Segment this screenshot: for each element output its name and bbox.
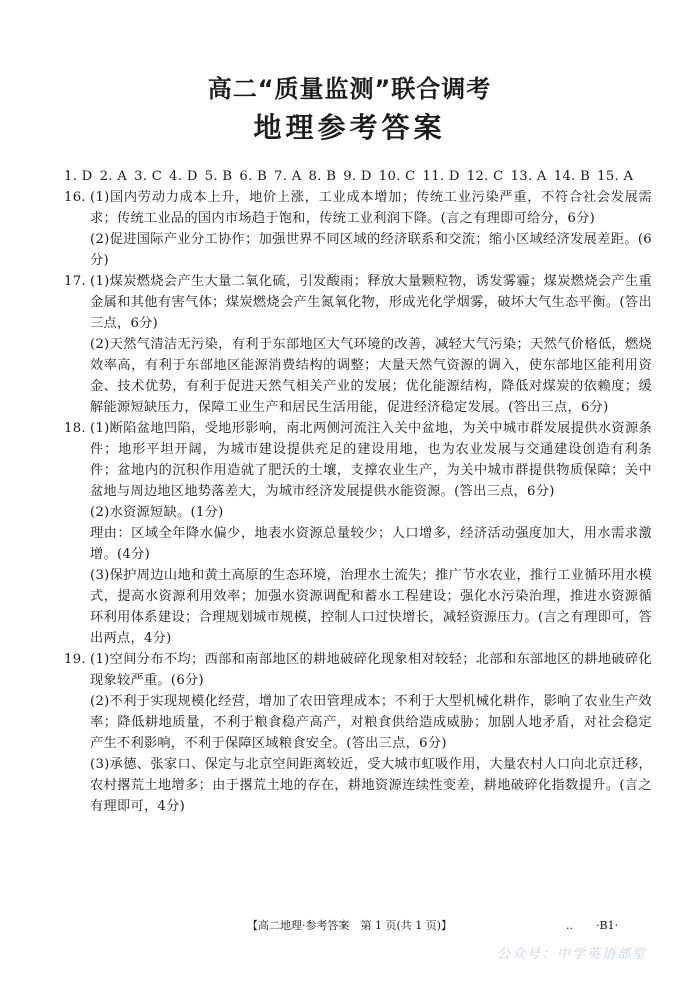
question-18 xyxy=(64,418,652,649)
answer-part: (3)承德、张家口、保定与北京空间距离较近，受大城市虹吸作用，大量农村人口向北京迁移，农村撂荒土地增多；由于撂荒土地的存在，耕地资源连续性变差，耕地破碎化指数提升。(言之有理即可，4分) xyxy=(90,757,652,814)
question-19 xyxy=(64,649,652,817)
choice-answer: 14. B xyxy=(553,169,591,184)
question-17 xyxy=(64,271,652,418)
choice-answer: 8. B xyxy=(308,169,337,184)
answer-part: 理由：区域全年降水偏少，地表水资源总量较少；人口增多，经济活动强度加大，用水需求激增。(4分) xyxy=(90,526,652,562)
choice-answer: 11. D xyxy=(422,169,460,184)
answer-part: (1)空间分布不均；西部和南部地区的耕地破碎化现象相对较轻；北部和东部地区的耕地破碎化现象较严重。(6分) xyxy=(90,652,652,688)
watermark: 公众号：中学英语部堂 xyxy=(497,947,648,962)
choice-answer: 2. A xyxy=(99,169,128,184)
choice-answer: 7. A xyxy=(274,169,302,184)
answer-part: (2)天然气清洁无污染，有利于东部地区大气环境的改善，减轻大气污染；天然气价格低，燃烧效率高，有利于东部地区能源消费结构的调整；大量天然气资源的调入，使东部地区能利用资金、技术优势，有利于促进天然气相关产业的发展；优化能源结构，降低对煤炭的依赖度；缓解能源短缺压力，保障工业生产和居民生活用能，促进经济稳定发展。(答出三点，6分) xyxy=(90,337,652,415)
choice-answers xyxy=(64,166,652,187)
choice-answer: 6. B xyxy=(239,169,268,184)
question-number: 18. xyxy=(64,421,86,436)
question-number: 19. xyxy=(64,652,86,667)
footer-dots: .. xyxy=(566,919,573,932)
answer-part: (2)不利于实现规模化经营，增加了农田管理成本；不利于大型机械化耕作，影响了农业生产效率；降低耕地质量，不利于粮食稳产高产，对粮食供给造成威胁；加剧人地矛盾，对社会稳定产生不利影响，不利于保障区域粮食安全。(答出三点，6分) xyxy=(90,694,652,751)
choice-answer: 10. C xyxy=(378,169,416,184)
answer-part: (1)断陷盆地凹陷，受地形影响，南北两侧河流注入关中盆地，为关中城市群发展提供水资源条件；地形平坦开阔，为城市建设提供充足的建设用地，也为农业发展与交通建设创造有利条件；盆地内的沉积作用造就了肥沃的土壤，支撑农业生产，为关中城市群提供物质保障；关中盆地与周边地区地势落差大，为城市经济发展提供水能资源。(答出三点，6分) xyxy=(90,421,652,499)
question-number: 17. xyxy=(64,274,86,289)
choice-answer: 5. B xyxy=(204,169,233,184)
answer-part: (2)促进国际产业分工协作；加强世界不同区域的经济联系和交流；缩小区域经济发展差距。(6分) xyxy=(90,232,652,268)
answer-content xyxy=(64,166,652,817)
page-footer: 【高二地理·参考答案 第 1 页(共 1 页)】 xyxy=(246,919,453,932)
answer-part: (1)煤炭燃烧会产生大量二氧化硫，引发酸雨；释放大量颗粒物，诱发雾霾；煤炭燃烧会产生重金属和其他有害气体；煤炭燃烧会产生氮氧化物，形成光化学烟雾，破坏大气生态平衡。(答出三点，6分) xyxy=(90,274,652,331)
answer-part: (1)国内劳动力成本上升，地价上涨，工业成本增加；传统工业污染严重，不符合社会发展需求；传统工业品的国内市场趋于饱和，传统工业利润下降。(言之有理即可给分，6分) xyxy=(90,190,652,226)
page-code: ·B1· xyxy=(596,919,619,932)
question-number: 16. xyxy=(64,190,86,205)
choice-answer: 4. D xyxy=(169,169,198,184)
choice-answer: 3. C xyxy=(134,169,163,184)
answer-part: (3)保护周边山地和黄土高原的生态环境，治理水土流失；推广节水农业，推行工业循环用水模式，提高水资源利用效率；加强水资源调配和蓄水工程建设；强化水污染治理，推进水资源循环利用体系建设；合理规划城市规模，控制人口过快增长，减轻资源压力。(言之有理即可，答出两点，4分) xyxy=(90,568,652,646)
choice-answer: 12. C xyxy=(466,169,504,184)
answer-key-title: 地理参考答案 xyxy=(253,111,446,144)
choice-answer: 13. A xyxy=(510,169,547,184)
choice-answer: 1. D xyxy=(64,169,93,184)
question-16 xyxy=(64,187,652,271)
exam-title: 高二“质量监测”联合调考 xyxy=(207,75,492,103)
choice-answer: 9. D xyxy=(343,169,372,184)
answer-part: (2)水资源短缺。(1分) xyxy=(90,505,224,520)
choice-answer: 15. A xyxy=(597,169,634,184)
